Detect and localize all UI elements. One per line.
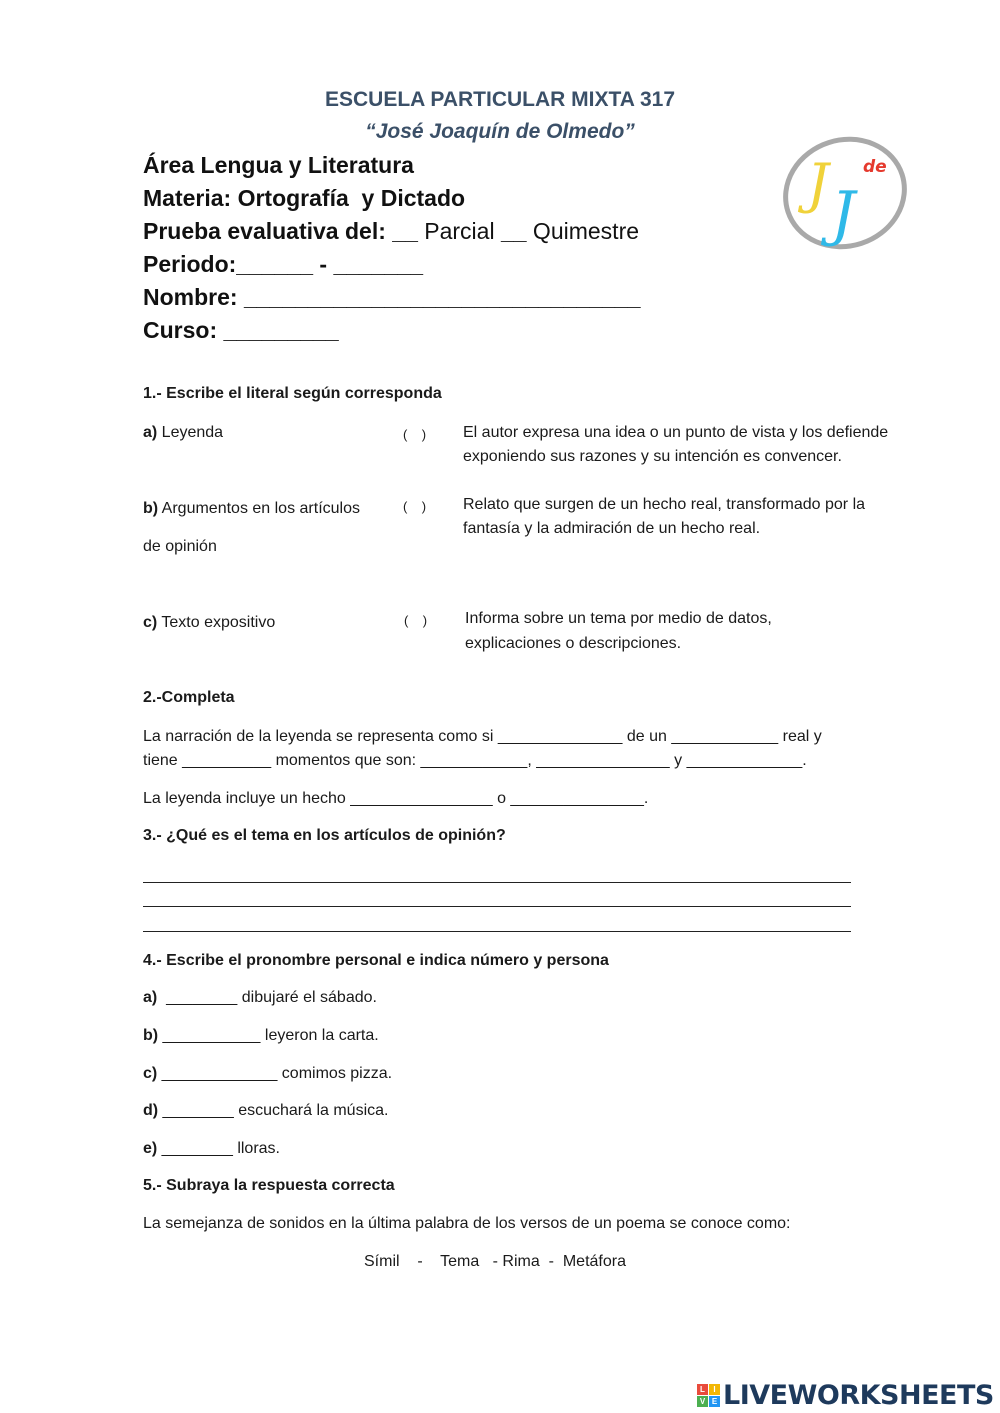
school-subtitle: “José Joaquín de Olmedo” bbox=[365, 120, 635, 143]
q1-item-a-text: Leyenda bbox=[157, 424, 224, 441]
q4-item-c-letter: c) bbox=[143, 1065, 158, 1082]
q3-answer-line[interactable] bbox=[143, 931, 851, 932]
prueba-parcial: Parcial bbox=[417, 218, 501, 244]
q1-def-3-line2: explicaciones o descripciones. bbox=[465, 635, 682, 652]
q1-def-2-line1: Relato que surgen de un hecho real, transformado por la bbox=[463, 496, 866, 513]
q1-item-c-answer[interactable]: ( ) bbox=[404, 613, 428, 628]
q2-line2[interactable]: tiene __________ momentos que son: ____________, _______________ y _____________. bbox=[143, 752, 807, 769]
q1-item-c-text: Texto expositivo bbox=[157, 614, 276, 631]
logo-tile-i: I bbox=[709, 1384, 720, 1395]
materia-heading: Materia: Ortografía y Dictado bbox=[143, 185, 466, 211]
q4-item-e[interactable] bbox=[143, 1140, 280, 1158]
q2-line1[interactable]: La narración de la leyenda se representa como si ______________ de un ____________ real y bbox=[143, 728, 822, 745]
q1-item-b-letter: b) bbox=[143, 500, 159, 517]
q4-item-a-text: ________ dibujaré el sábado. bbox=[157, 989, 377, 1006]
q3-answer-line[interactable] bbox=[143, 882, 851, 883]
logo-ring-icon bbox=[779, 134, 909, 252]
q4-item-b-letter: b) bbox=[143, 1027, 159, 1044]
q1-item-b-text2: de opinión bbox=[143, 538, 217, 555]
q1-item-c-letter: c) bbox=[143, 614, 158, 631]
liveworksheets-footer bbox=[697, 1380, 994, 1410]
curso-field[interactable]: Curso: _________ bbox=[143, 317, 339, 343]
prueba-label: Prueba evaluativa del: __ bbox=[143, 218, 418, 244]
school-logo bbox=[770, 116, 900, 249]
q4-item-c[interactable] bbox=[143, 1065, 392, 1083]
logo-letter-right: J bbox=[830, 179, 855, 249]
q1-def-1-line2: exponiendo sus razones y su intención es convencer. bbox=[463, 448, 842, 465]
logo-tile-l: L bbox=[697, 1384, 708, 1395]
q2-title: 2.-Completa bbox=[143, 689, 235, 706]
liveworksheets-brand: LIVEWORKSHEETS bbox=[723, 1379, 994, 1411]
nombre-field[interactable]: Nombre: _______________________________ bbox=[143, 284, 641, 310]
logo-letter-small: de bbox=[862, 157, 887, 177]
q5-title: 5.- Subraya la respuesta correcta bbox=[143, 1177, 395, 1194]
q1-def-1-line1: El autor expresa una idea o un punto de vista y los defiende bbox=[463, 424, 889, 441]
q4-item-a[interactable] bbox=[143, 989, 377, 1007]
logo-letter-left: J bbox=[806, 152, 829, 215]
logo-tile-e: E bbox=[709, 1396, 720, 1407]
prueba-sep: __ bbox=[500, 218, 527, 244]
q4-item-b[interactable] bbox=[143, 1027, 379, 1045]
q1-item-b-answer[interactable]: ( ) bbox=[403, 499, 427, 514]
q3-title: 3.- ¿Qué es el tema en los artículos de opinión? bbox=[143, 827, 506, 844]
q1-def-2-line2: fantasía y la admiración de un hecho real. bbox=[463, 520, 761, 537]
q1-item-b-text: Argumentos en los artículos bbox=[158, 500, 360, 517]
q1-item-a-answer[interactable]: ( ) bbox=[403, 427, 427, 442]
periodo-field[interactable]: Periodo:______ - _______ bbox=[143, 251, 424, 277]
q1-def-3-line1: Informa sobre un tema por medio de datos, bbox=[465, 610, 772, 627]
q4-item-e-letter: e) bbox=[143, 1140, 158, 1157]
q1-item-c bbox=[143, 614, 275, 632]
logo-tile-v: V bbox=[697, 1396, 708, 1407]
area-heading: Área Lengua y Literatura bbox=[143, 152, 414, 178]
q4-item-d[interactable] bbox=[143, 1102, 388, 1120]
q1-item-b bbox=[143, 500, 360, 518]
q3-answer-line[interactable] bbox=[143, 906, 851, 907]
liveworksheets-logo-icon bbox=[697, 1384, 720, 1407]
q2-line3[interactable]: La leyenda incluye un hecho ________________ o _______________. bbox=[143, 790, 649, 807]
q1-item-a bbox=[143, 424, 223, 442]
q4-item-e-text: ________ lloras. bbox=[157, 1140, 280, 1157]
q1-title: 1.- Escribe el literal según corresponda bbox=[143, 385, 442, 402]
q4-title: 4.- Escribe el pronombre personal e indica número y persona bbox=[143, 952, 609, 969]
q5-statement: La semejanza de sonidos en la última palabra de los versos de un poema se conoce como: bbox=[143, 1215, 791, 1232]
prueba-quimestre: Quimestre bbox=[526, 218, 640, 244]
q4-item-c-text: _____________ comimos pizza. bbox=[157, 1065, 393, 1082]
q4-item-d-letter: d) bbox=[143, 1102, 159, 1119]
q4-item-d-text: ________ escuchará la música. bbox=[158, 1102, 389, 1119]
school-name: ESCUELA PARTICULAR MIXTA 317 bbox=[324, 88, 676, 111]
q4-item-b-text: ___________ leyeron la carta. bbox=[158, 1027, 379, 1044]
q4-item-a-letter: a) bbox=[143, 989, 158, 1006]
prueba-line bbox=[143, 218, 639, 245]
q1-item-a-letter: a) bbox=[143, 424, 158, 441]
q5-options[interactable]: Símil - Tema - Rima - Metáfora bbox=[364, 1253, 626, 1270]
